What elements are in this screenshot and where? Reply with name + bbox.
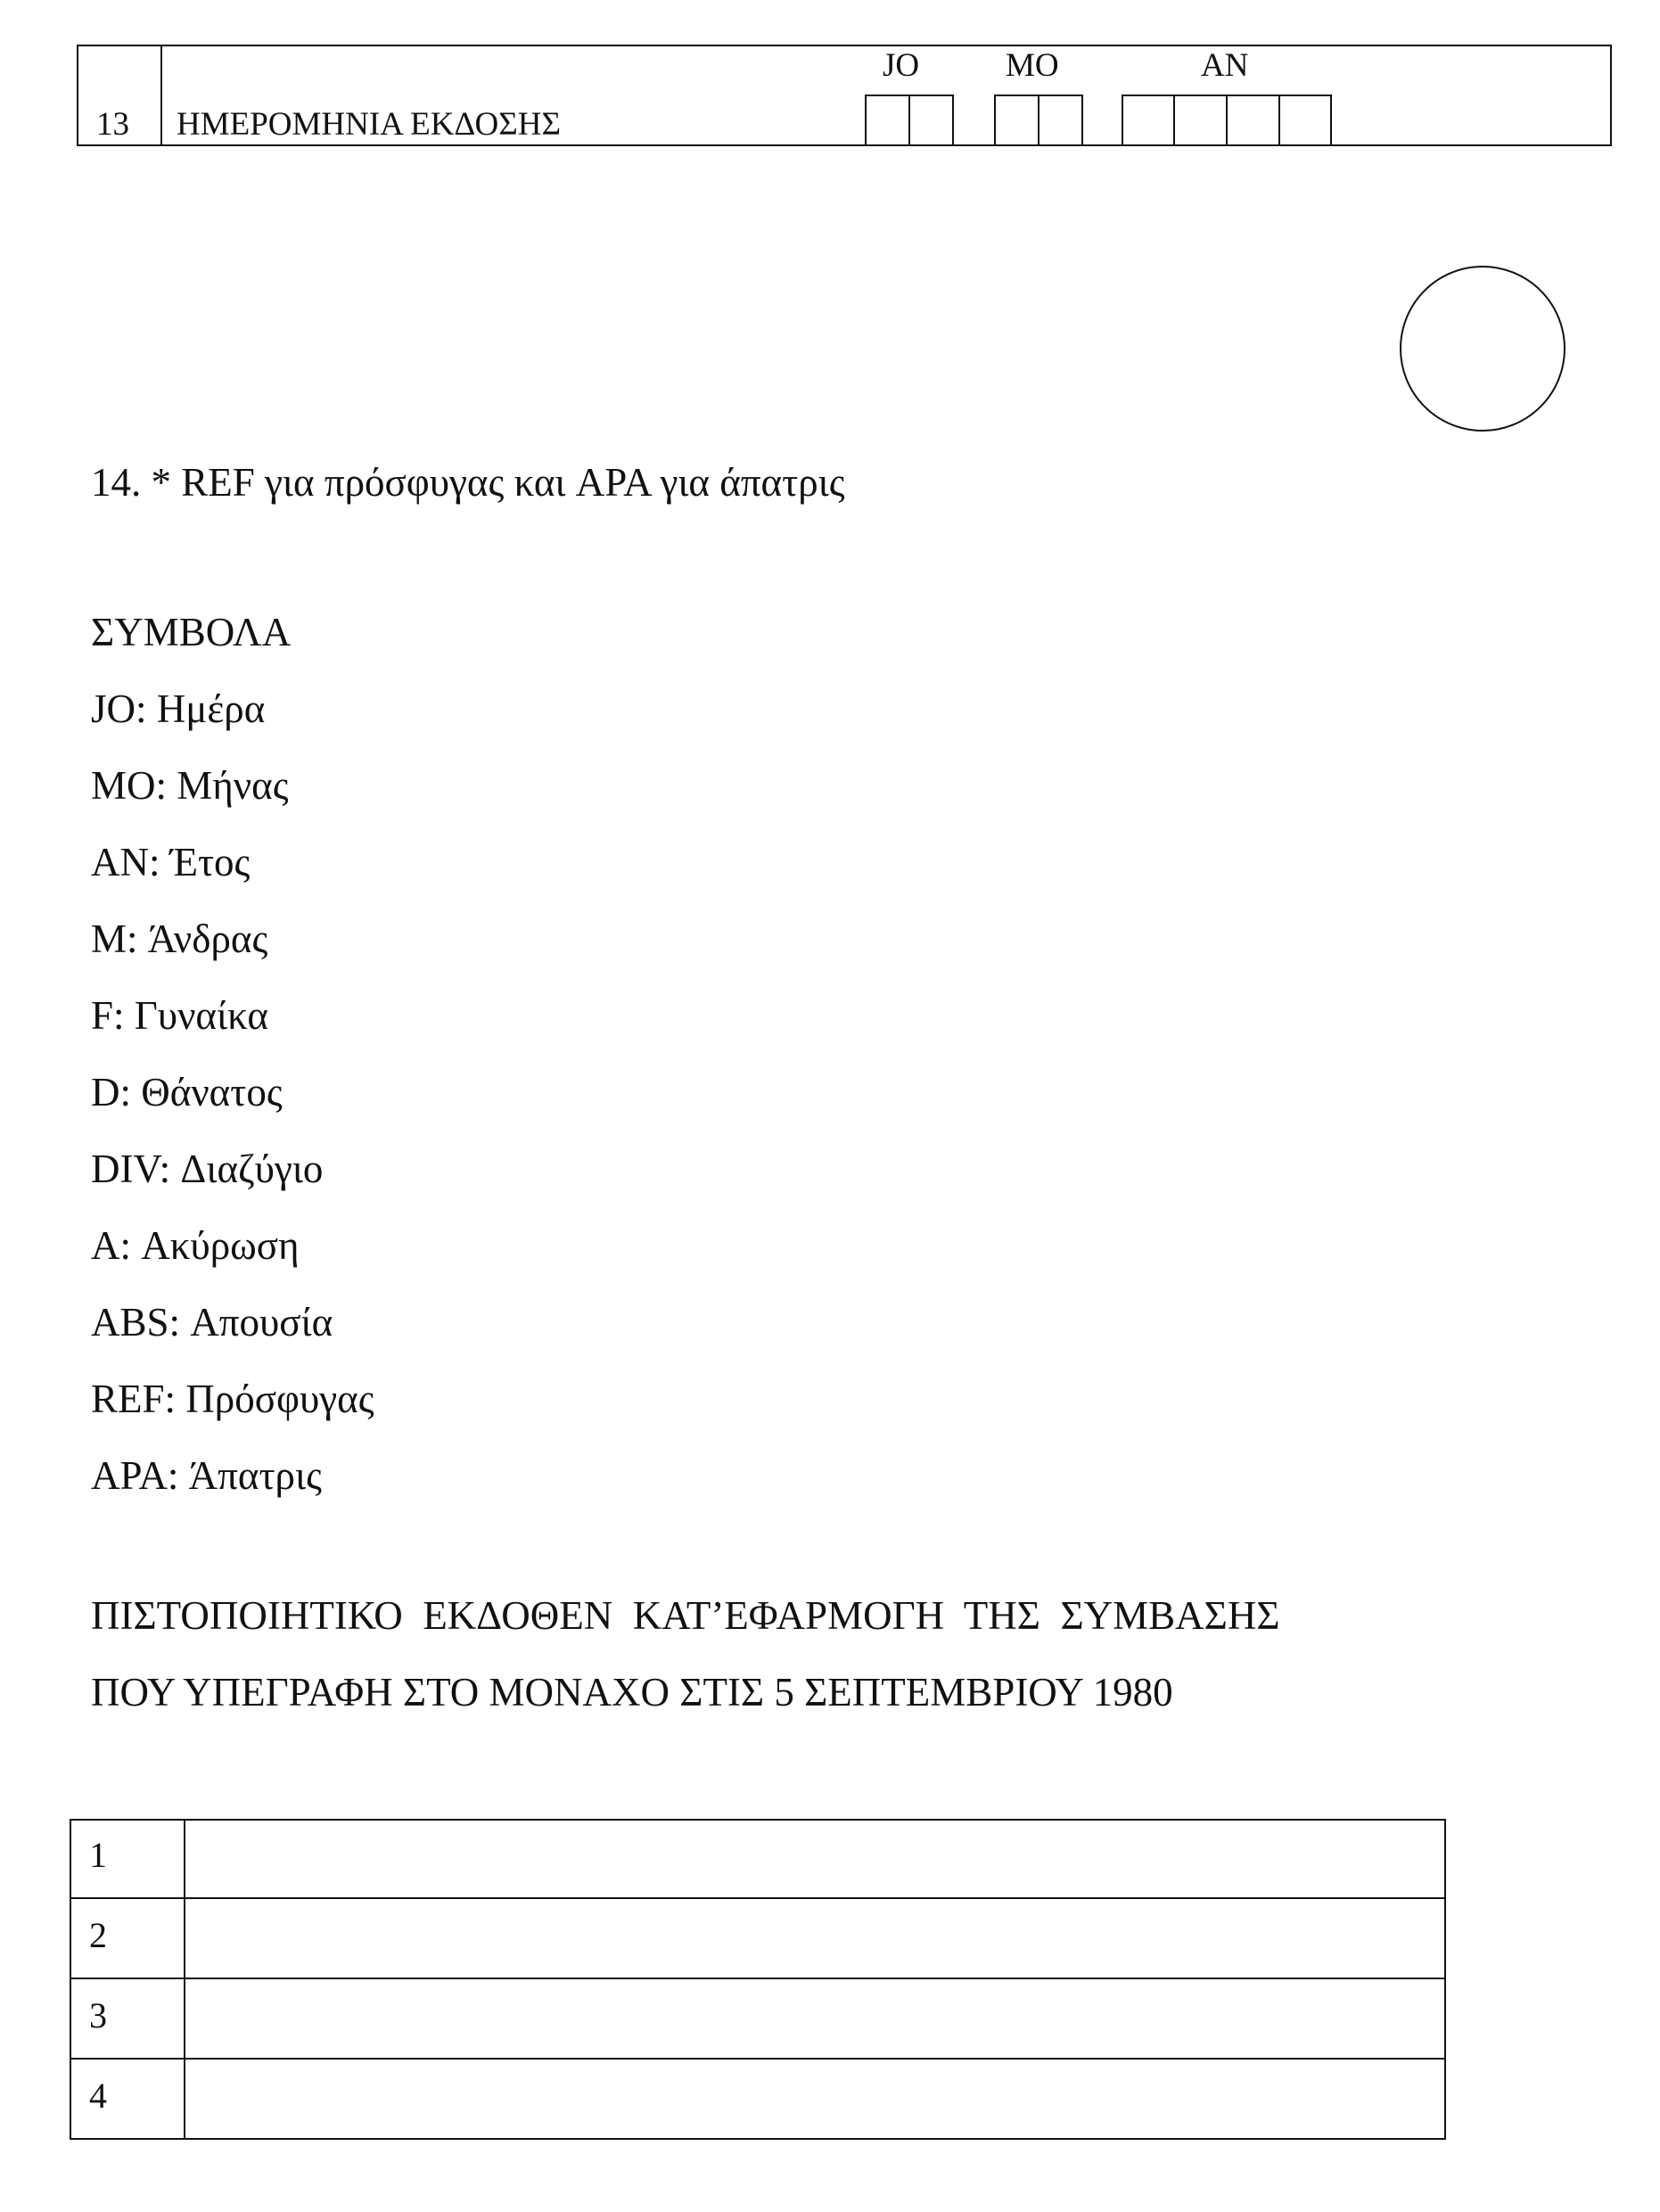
legend-item: ABS: Απουσία: [91, 1300, 333, 1344]
table-cell-0[interactable]: [198, 1821, 1437, 1895]
legend-item: F: Γυναίκα: [91, 993, 268, 1038]
legend-item: REF: Πρόσφυγας: [91, 1377, 374, 1421]
certificate-heading-line2: ΠΟΥ ΥΠΕΓΡΑΦΗ ΣΤΟ ΜΟΝΑΧΟ ΣΤΙΣ 5 ΣΕΠΤΕΜΒΡΙΟΥ 1980: [91, 1670, 1173, 1715]
table-row-number: 1: [89, 1835, 107, 1875]
stamp-circle: [1400, 266, 1565, 432]
field-number: 13: [96, 106, 129, 143]
note-14: 14. * REF για πρόσφυγας και APA για άπατρις: [91, 460, 845, 505]
box-separator: [1038, 95, 1040, 146]
table-row-divider: [70, 2058, 1446, 2060]
legend-item: A: Ακύρωση: [91, 1223, 300, 1268]
legend-item: MO: Μήνας: [91, 763, 289, 808]
table-row-number: 3: [89, 1995, 107, 2035]
box-separator: [1173, 95, 1175, 146]
table-cell-3[interactable]: [198, 2061, 1437, 2136]
legend-item: M: Άνδρας: [91, 917, 268, 961]
certificate-heading-line1: ΠΙΣΤΟΠΟΙΗΤΙΚΟ ΕΚΔΟΘΕΝ ΚΑΤ’ΕΦΑΡΜΟΓΗ ΤΗΣ ΣΥΜΒΑΣΗΣ: [91, 1593, 1280, 1638]
legend-item: D: Θάνατος: [91, 1070, 283, 1114]
table-column-divider: [184, 1819, 185, 2140]
legend-item: DIV: Διαζύγιο: [91, 1147, 324, 1191]
month-header: MO: [1006, 47, 1059, 84]
table-row-divider: [70, 1978, 1446, 1979]
table-cell-1[interactable]: [198, 1901, 1437, 1976]
year-header: AN: [1201, 47, 1249, 84]
legend-title: ΣΥΜΒΟΛΑ: [91, 610, 292, 654]
box-separator: [1278, 95, 1280, 146]
row-divider: [160, 45, 162, 146]
table-row-number: 2: [89, 1915, 107, 1955]
legend-item: JO: Ημέρα: [91, 687, 266, 731]
day-header: JO: [883, 47, 920, 84]
box-separator: [1226, 95, 1228, 146]
legend-item: APA: Άπατρις: [91, 1453, 322, 1498]
box-separator: [908, 95, 910, 146]
field-label: ΗΜΕΡΟΜΗΝΙΑ ΕΚΔΟΣΗΣ: [177, 106, 562, 143]
legend-item: AN: Έτος: [91, 840, 251, 884]
table-cell-2[interactable]: [198, 1981, 1437, 2056]
table-row-number: 4: [89, 2076, 107, 2116]
table-row-divider: [70, 1897, 1446, 1899]
